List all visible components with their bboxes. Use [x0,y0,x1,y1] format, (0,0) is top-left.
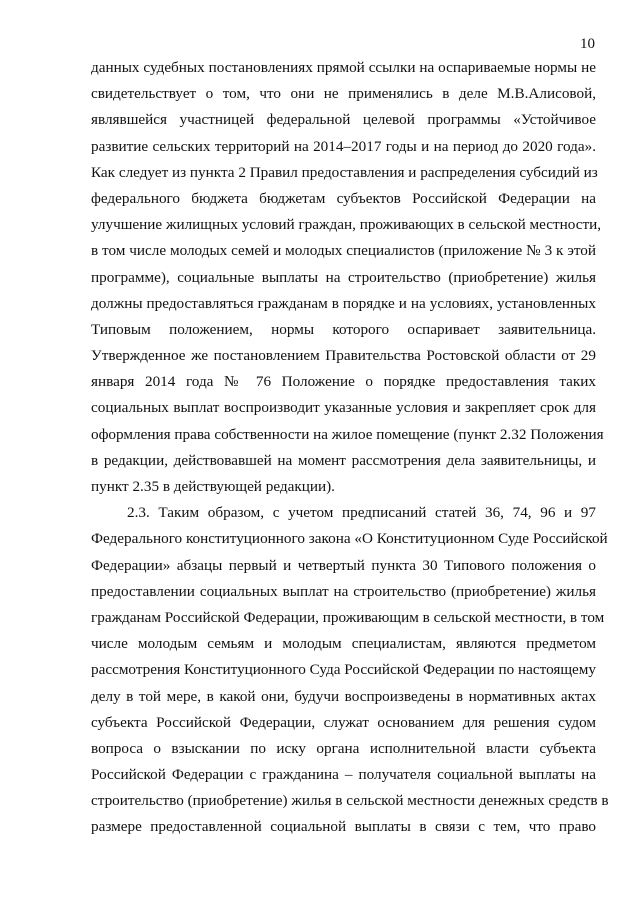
text-line: вопроса о взыскании по иску органа исполнительной власти субъекта [91,739,596,757]
text-line: гражданам Российской Федерации, проживающим в сельской местности, в том [91,608,605,626]
page-number: 10 [580,36,595,52]
text-line: данных судебных постановлениях прямой ссылки на оспариваемые нормы не [91,59,596,76]
text-line: улучшение жилищных условий граждан, проживающих в сельской местности, [91,216,602,234]
text-line: строительство (приобретение) жилья в сельской местности денежных средств в [91,792,609,810]
text-line: должны предоставляться гражданам в порядке и на условиях, установленных [91,294,596,312]
text-line: Российской Федерации с гражданина – получателя социальной выплаты на [91,766,596,784]
text-line: пункт 2.35 в действующей редакции). [91,478,335,495]
document-body [91,55,609,841]
text-line: Федерального конституционного закона «О Конституционном Суде Российской [91,530,608,548]
text-line: программе), социальные выплаты на строительство (приобретение) жилья [91,268,596,286]
text-line: предоставлении социальных выплат на строительство (приобретение) жилья [91,582,596,600]
text-line: числе молодым семьям и молодым специалистам, являются предметом [91,635,596,653]
text-line: января 2014 года № 76 Положение о порядке предоставления таких [91,373,596,391]
text-line: развитие сельских территорий на 2014–2017 годы и на период до 2020 года». [91,137,596,155]
text-line: свидетельствует о том, что они не применялись в деле М.В.Алисовой, [91,85,596,103]
text-line: социальных выплат воспроизводит указанные условия и закрепляет срок для [91,399,596,417]
text-line: в редакции, действовавшей на момент рассмотрения дела заявительницы, и [91,451,596,469]
text-line: Типовым положением, нормы которого оспаривает заявительница. [91,320,596,338]
text-line: делу в той мере, в какой они, будучи воспроизведены в нормативных актах [91,687,596,705]
text-line: рассмотрения Конституционного Суда Российской Федерации по настоящему [91,661,596,679]
text-line: 2.3. Таким образом, с учетом предписаний статей 36, 74, 96 и 97 [127,504,596,522]
text-line: Утвержденное же постановлением Правительства Ростовской области от 29 [91,347,596,365]
text-line: в том числе молодых семей и молодых специалистов (приложение № 3 к этой [91,242,596,260]
text-line: субъекта Российской Федерации, служат основанием для решения судом [91,713,596,731]
text-line: являвшейся участницей федеральной целевой программы «Устойчивое [91,111,596,129]
text-line: Федерации» абзацы первый и четвертый пункта 30 Типового положения о [91,556,596,574]
text-line: федерального бюджета бюджетам субъектов Российской Федерации на [91,189,596,207]
text-line: Как следует из пункта 2 Правил предоставления и распределения субсидий из [91,163,598,181]
text-line: оформления права собственности на жилое помещение (пункт 2.32 Положения [91,425,604,443]
text-line: размере предоставленной социальной выплаты в связи с тем, что право [91,818,596,836]
